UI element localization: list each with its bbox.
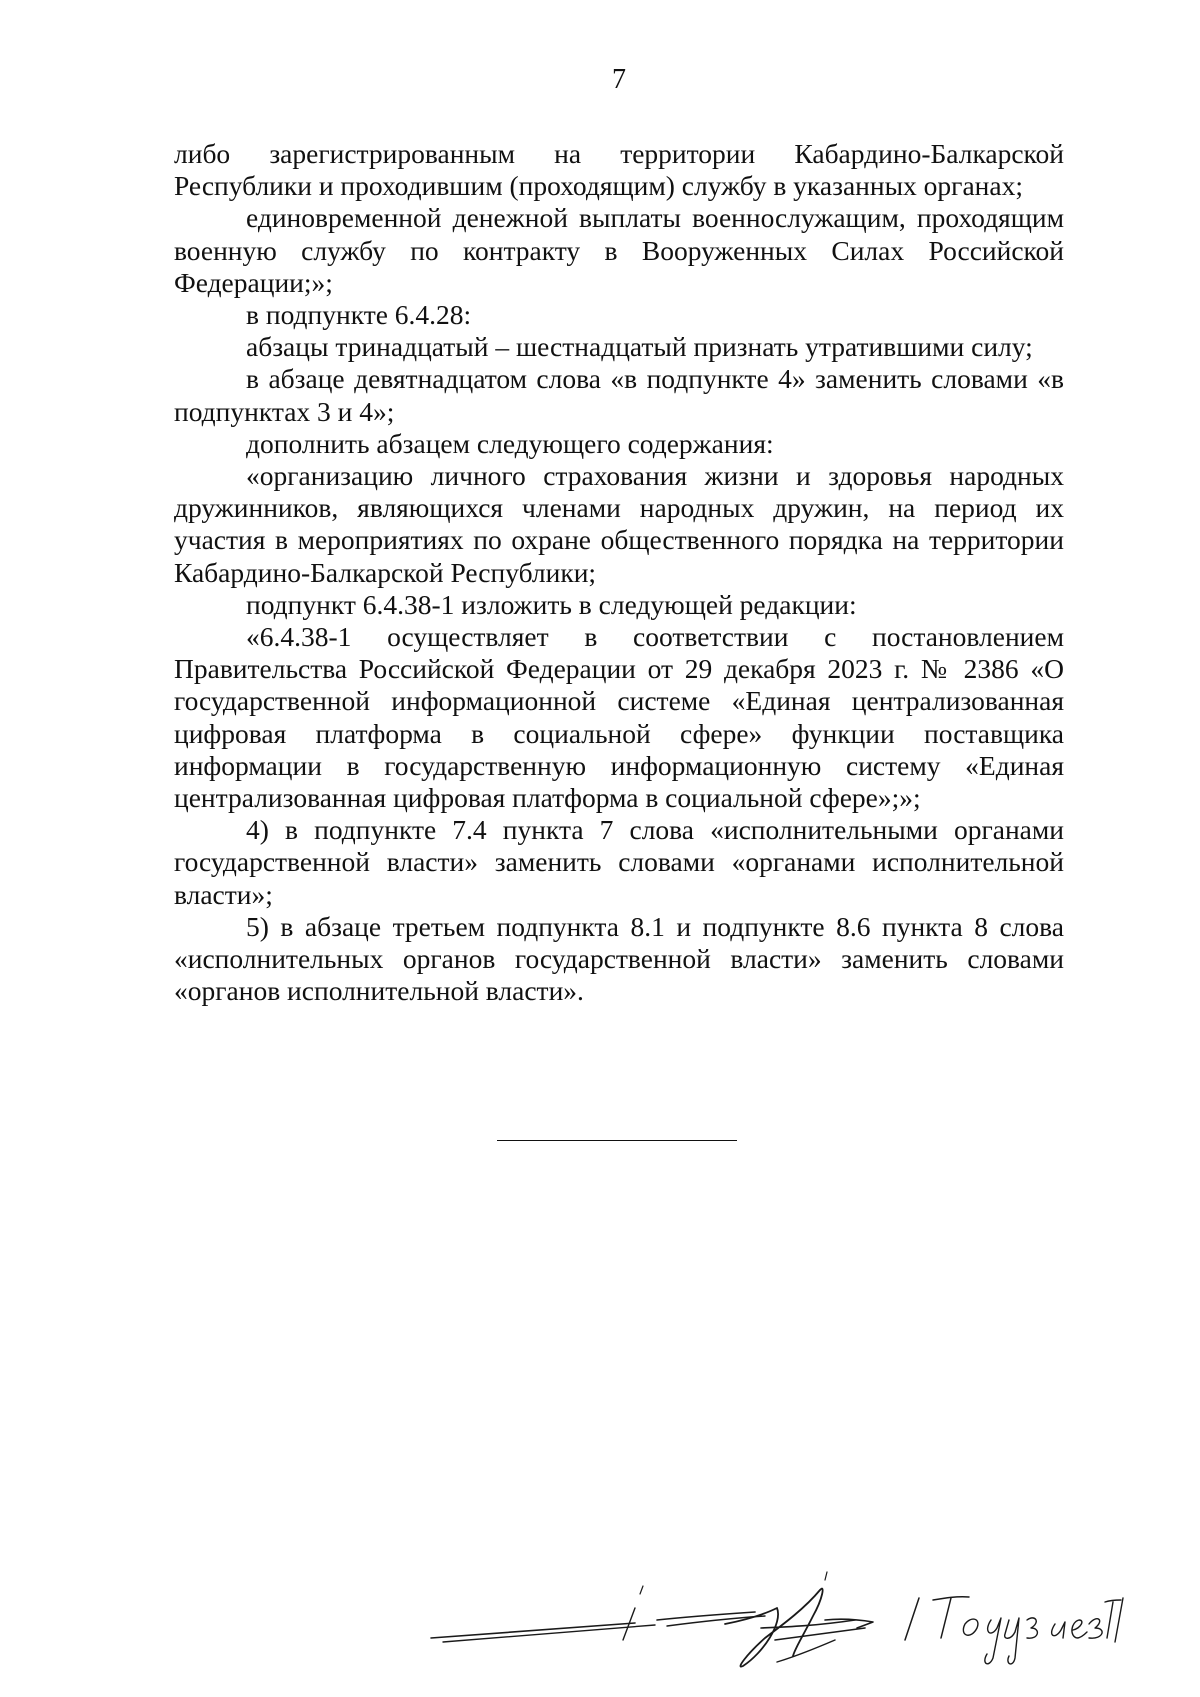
end-separator-line	[497, 1140, 737, 1141]
signature-drawing	[425, 1528, 1125, 1678]
paragraph: 5) в абзаце третьем подпункта 8.1 и подпункте 8.6 пункта 8 слова «исполнительных органов государственной власти» заменить словами «органов исполнительной власти».	[174, 910, 1064, 1007]
paragraph: единовременной денежной выплаты военнослужащим, проходящим военную службу по контракту в Вооруженных Силах Российской Федерации;»;	[174, 202, 1064, 298]
paragraph: 4) в подпункте 7.4 пункта 7 слова «исполнительными органами государственной власти» заменить словами «органами исполнительной власти»;	[174, 814, 1064, 910]
paragraph: абзацы тринадцатый – шестнадцатый признать утратившими силу;	[246, 331, 1033, 363]
paragraph: либо зарегистрированным на территории Кабардино-Балкарской Республики и проходившим (проходящим) службу в указанных органах;	[174, 138, 1064, 202]
paragraph: в подпункте 6.4.28:	[246, 299, 472, 331]
paragraph: «6.4.38-1 осуществляет в соответствии с постановлением Правительства Российской Федерации от 29 декабря 2023 г. № 2386 «О государственной информационной системе «Единая централизованная цифровая платформа в социальной сфере» функции поставщика информации в государственную информационную систему «Единая централизованная цифровая платформа в социальной сфере»;»;	[174, 621, 1064, 814]
document-body	[174, 138, 1064, 1007]
page-number: 7	[612, 64, 626, 95]
paragraph: дополнить абзацем следующего содержания:	[246, 427, 774, 459]
paragraph: «организацию личного страхования жизни и здоровья народных дружинников, являющихся членами народных дружин, на период их участия в мероприятиях по охране общественного порядка на территории Кабардино-Балкарской Республики;	[174, 460, 1064, 588]
handwritten-signature	[425, 1528, 1125, 1678]
paragraph: в абзаце девятнадцатом слова «в подпункте 4» заменить словами «в подпунктах 3 и 4»;	[174, 363, 1064, 427]
paragraph: подпункт 6.4.38-1 изложить в следующей редакции:	[246, 588, 857, 620]
